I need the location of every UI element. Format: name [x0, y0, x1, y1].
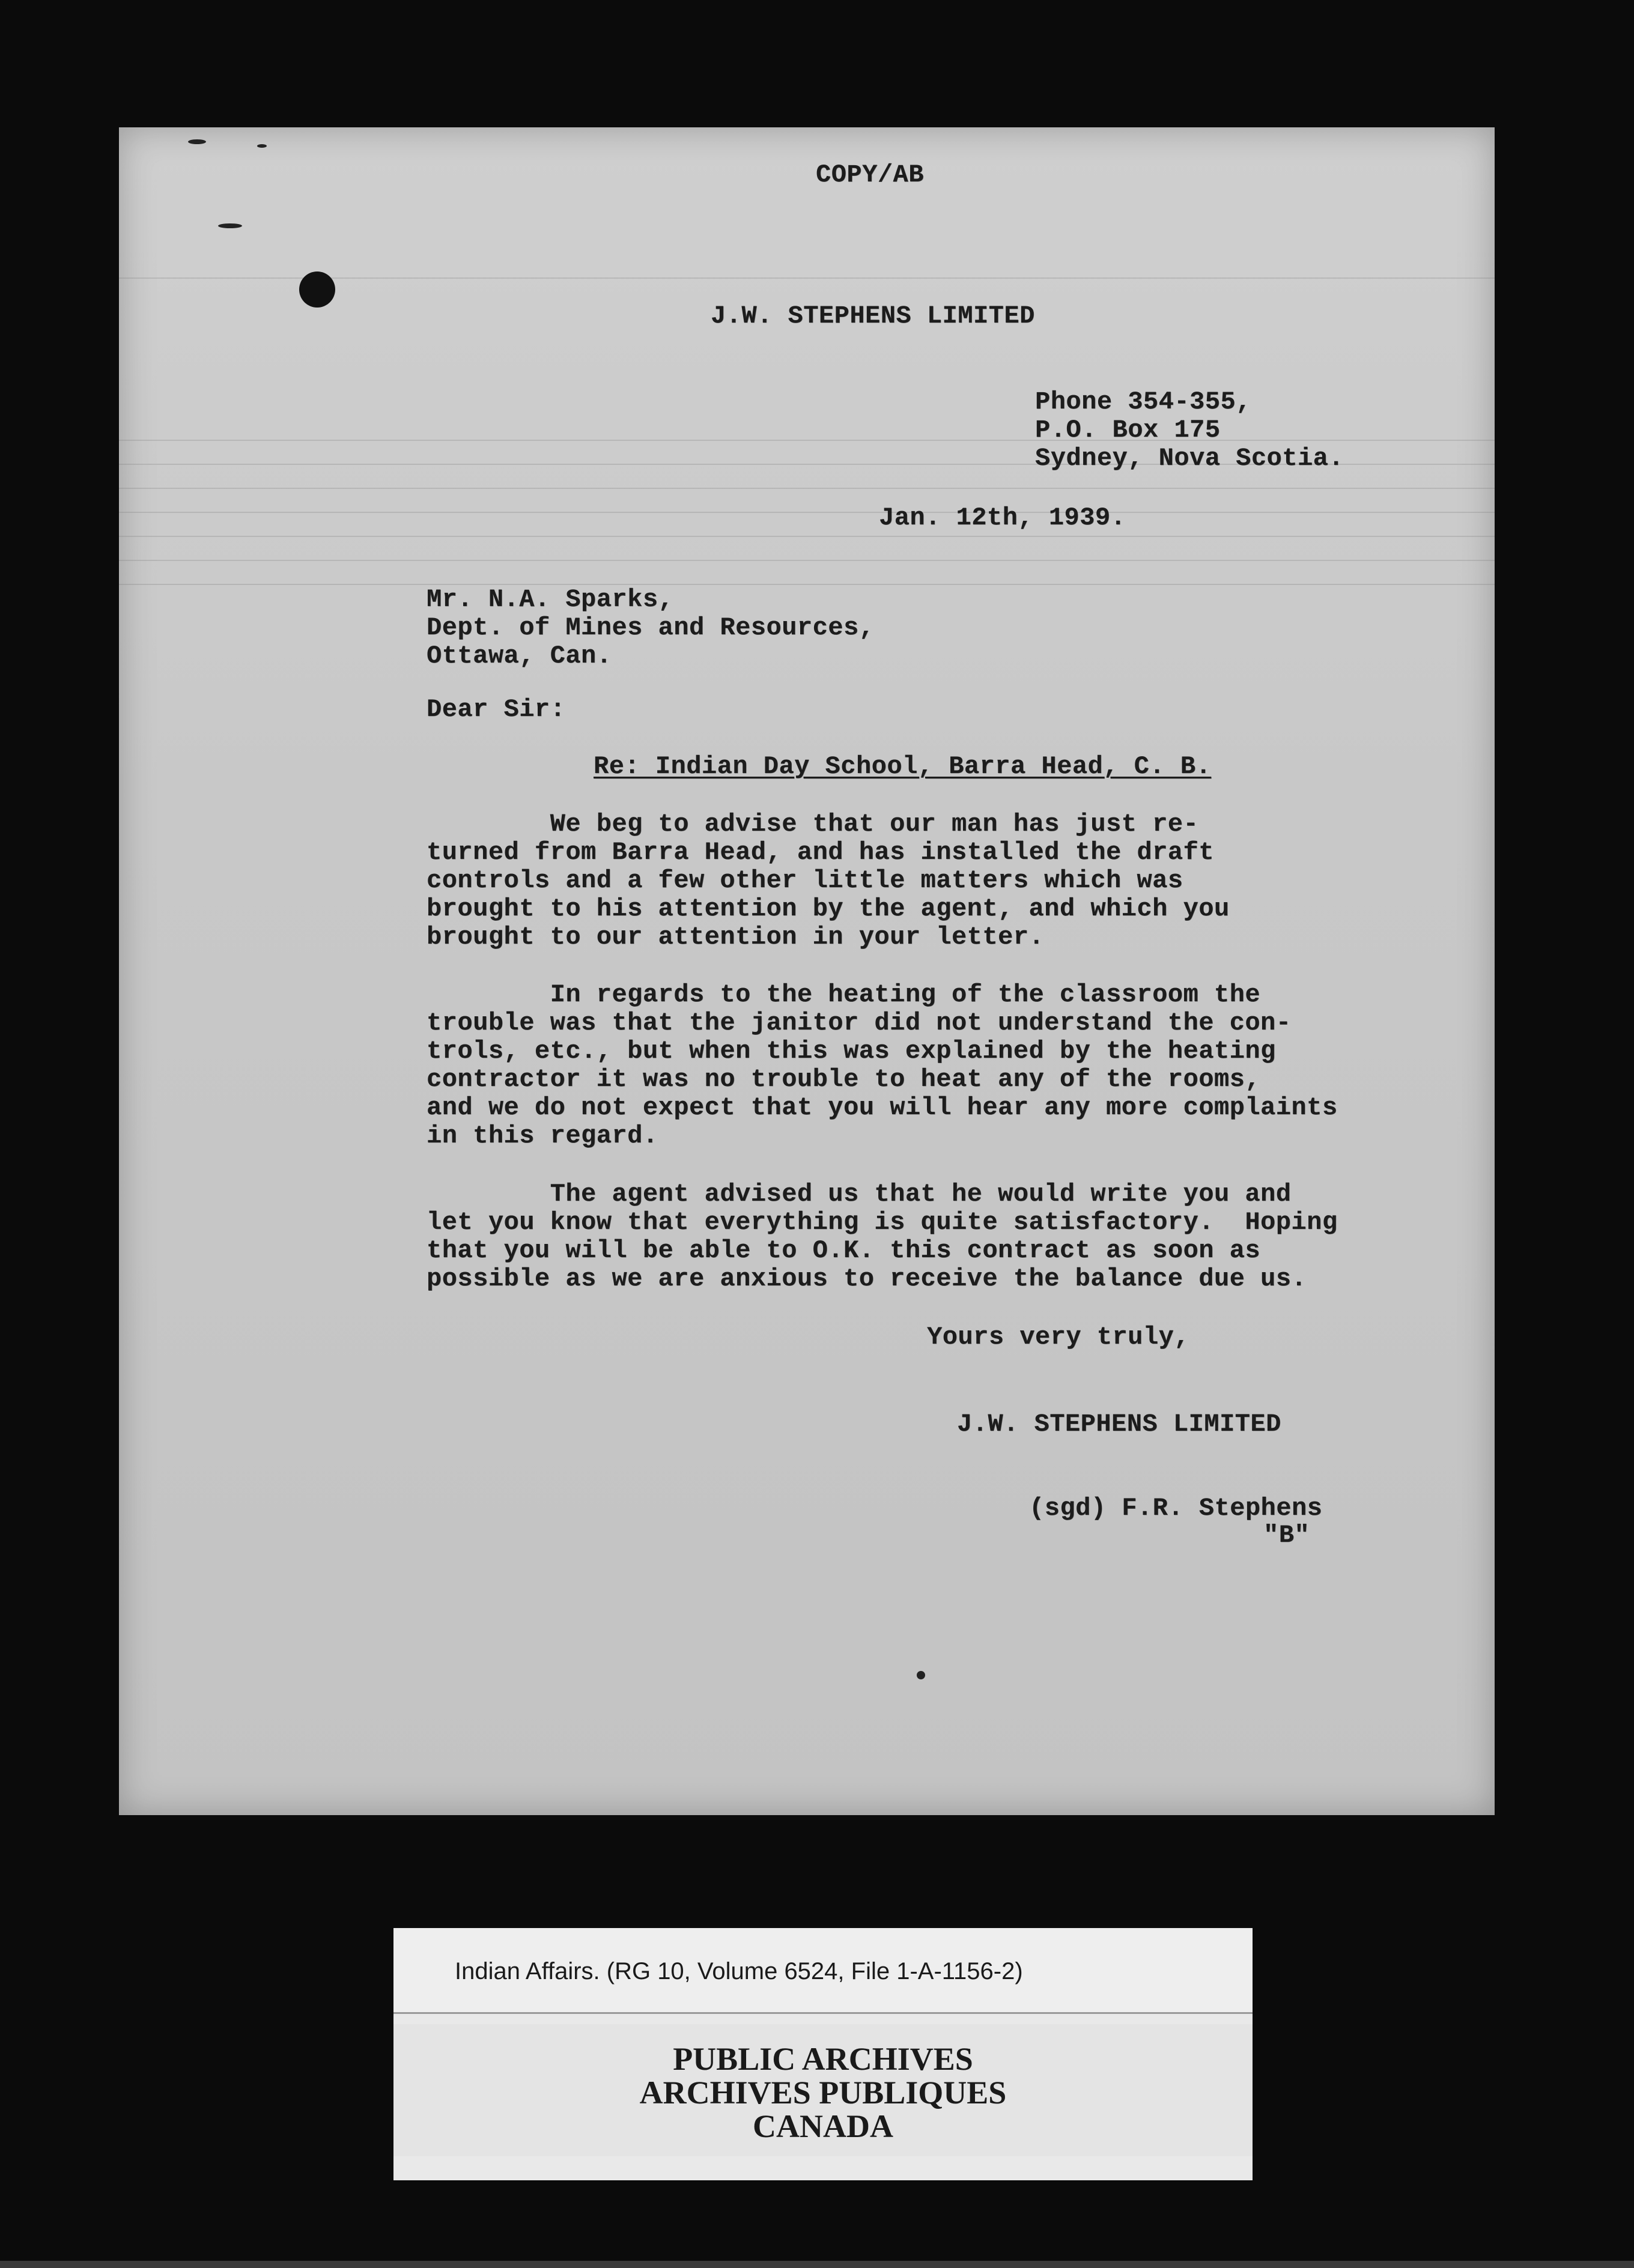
company-heading: J.W. STEPHENS LIMITED	[711, 302, 1035, 330]
body-line: brought to our attention in your letter.	[427, 923, 1045, 951]
stamp-line: PUBLIC ARCHIVES	[673, 2041, 973, 2077]
ruled-line	[119, 440, 1495, 441]
signature: (sgd) F.R. Stephens	[1029, 1494, 1323, 1523]
ruled-line	[119, 584, 1495, 585]
copy-mark: COPY/AB	[816, 160, 924, 189]
body-line: We beg to advise that our man has just re-	[427, 810, 1199, 838]
archive-label	[393, 1928, 1253, 2180]
archive-stamp	[393, 2024, 1253, 2156]
ruled-line	[119, 512, 1495, 513]
body-line: and we do not expect that you will hear any more complaints	[427, 1093, 1338, 1122]
punch-hole	[299, 271, 335, 308]
typist-initial: "B"	[1263, 1521, 1310, 1550]
ink-speck	[218, 223, 242, 228]
signature-company: J.W. STEPHENS LIMITED	[957, 1410, 1281, 1439]
body-line: let you know that everything is quite satisfactory. Hoping	[427, 1208, 1338, 1237]
ruled-line	[119, 560, 1495, 561]
letter-date: Jan. 12th, 1939.	[879, 503, 1126, 532]
address-line: Phone 354-355,	[1035, 387, 1251, 416]
body-line: trouble was that the janitor did not understand the con-	[427, 1008, 1292, 1037]
body-line: contractor it was no trouble to heat any of the rooms,	[427, 1065, 1261, 1094]
body-line: controls and a few other little matters which was	[427, 866, 1183, 895]
body-line: trols, etc., but when this was explained by the heating	[427, 1037, 1276, 1066]
stamp-line: ARCHIVES PUBLIQUES	[639, 2075, 1007, 2111]
subject-line: Re: Indian Day School, Barra Head, C. B.	[594, 752, 1212, 781]
ruled-line	[119, 536, 1495, 537]
ink-speck	[188, 139, 206, 144]
body-line: possible as we are anxious to receive the balance due us.	[427, 1264, 1307, 1293]
body-line: brought to his attention by the agent, and which you	[427, 894, 1230, 923]
ink-speck	[257, 144, 267, 148]
address-line: P.O. Box 175	[1035, 416, 1221, 444]
address-line: Sydney, Nova Scotia.	[1035, 444, 1344, 473]
ruled-line	[119, 488, 1495, 489]
body-line: The agent advised us that he would write you and	[427, 1180, 1292, 1208]
archive-source: Indian Affairs. (RG 10, Volume 6524, File 1-A-1156-2)	[455, 1958, 1023, 1984]
recipient-line: Dept. of Mines and Resources,	[427, 613, 875, 642]
recipient-line: Mr. N.A. Sparks,	[427, 585, 674, 614]
film-edge	[0, 2261, 1634, 2268]
body-line: In regards to the heating of the classroom the	[427, 980, 1261, 1009]
recipient-line: Ottawa, Can.	[427, 641, 612, 670]
stamp-line: CANADA	[753, 2108, 893, 2144]
archive-source-strip	[393, 1928, 1253, 2014]
body-line: that you will be able to O.K. this contract as soon as	[427, 1236, 1261, 1265]
ink-speck	[917, 1671, 925, 1679]
body-line: turned from Barra Head, and has installed the draft	[427, 838, 1214, 867]
body-line: in this regard.	[427, 1121, 658, 1150]
closing: Yours very truly,	[927, 1323, 1189, 1351]
salutation: Dear Sir:	[427, 695, 566, 724]
letter-page	[119, 127, 1495, 1815]
